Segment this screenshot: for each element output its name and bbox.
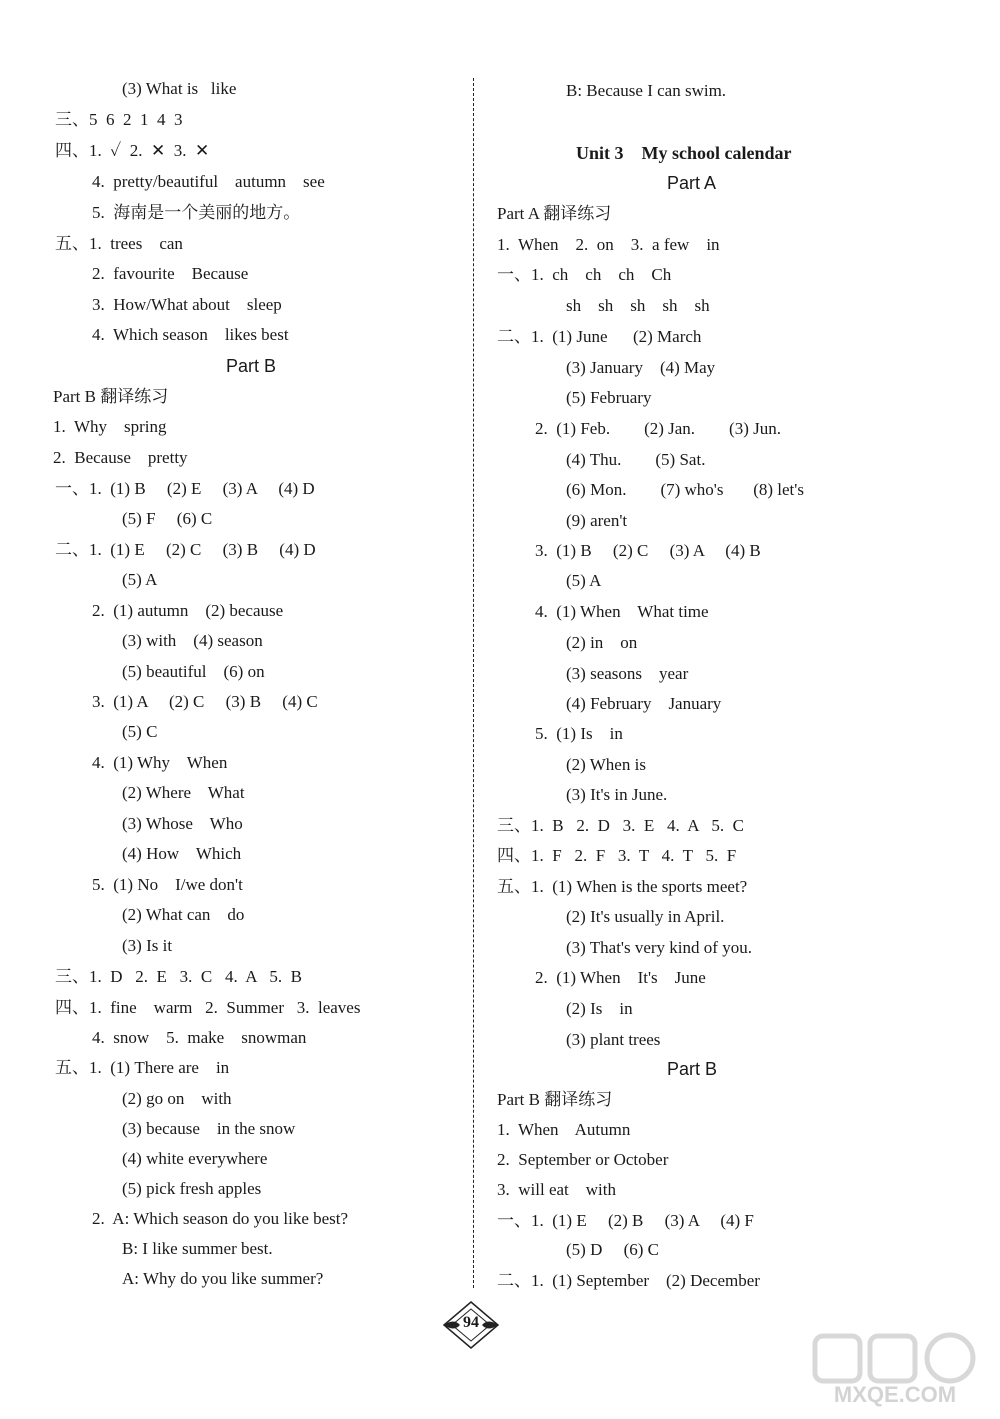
answer-line: (2) What can do <box>122 905 245 924</box>
answer-line: (3) That's very kind of you. <box>566 938 752 957</box>
answer-line: 1. When 2. on 3. a few in <box>497 235 720 254</box>
answer-line: 1. Why spring <box>53 417 167 436</box>
answer-line: 4. (1) Why When <box>92 753 228 772</box>
answer-line: (5) A <box>122 570 158 589</box>
answer-line: (3) It's in June. <box>566 785 668 804</box>
answer-line: 一、1. ch ch ch Ch <box>497 265 672 284</box>
answer-line: (5) C <box>122 722 158 741</box>
answer-line: (5) A <box>566 571 602 590</box>
unit-title: Unit 3 My school calendar <box>576 143 792 163</box>
left-part-b-heading: Part B <box>226 356 277 376</box>
answer-line: 4. snow 5. make snowman <box>92 1028 307 1047</box>
answer-line: (3) Whose Who <box>122 814 243 833</box>
answer-line: 五、1. trees can <box>55 234 183 253</box>
answer-line: 三、1. D 2. E 3. C 4. A 5. B <box>55 967 302 986</box>
watermark-text: MXQE.COM <box>833 1382 957 1407</box>
answer-line: 3. (1) B (2) C (3) A (4) B <box>535 541 761 560</box>
answer-line: 二、1. (1) June (2) March <box>497 327 702 346</box>
answer-line: (2) It's usually in April. <box>566 907 725 926</box>
answer-line: 2. September or October <box>497 1150 669 1169</box>
answer-line: B: Because I can swim. <box>566 81 727 100</box>
answer-line: (2) Where What <box>122 783 245 802</box>
answer-line: 二、1. (1) September (2) December <box>497 1271 760 1290</box>
answer-line: (3) What is like <box>122 79 237 98</box>
answer-line: (5) beautiful (6) on <box>122 662 265 681</box>
right-part-b-heading: Part B <box>667 1059 718 1079</box>
answer-line: Part B 翻译练习 <box>497 1090 613 1109</box>
answer-line: 四、1. F 2. F 3. T 4. T 5. F <box>497 846 737 865</box>
answer-line: 1. When Autumn <box>497 1120 631 1139</box>
answer-line: 2. (1) autumn (2) because <box>92 601 284 620</box>
answer-line: (4) How Which <box>122 844 242 863</box>
answer-line: (2) in on <box>566 633 638 652</box>
answer-line: (2) go on with <box>122 1089 232 1108</box>
answer-line: 4. Which season likes best <box>92 325 289 344</box>
right-part-a-heading: Part A <box>667 173 717 193</box>
answer-line: 4. pretty/beautiful autumn see <box>92 172 325 191</box>
answer-line: (3) Is it <box>122 936 173 955</box>
answer-line: 五、1. (1) There are in <box>55 1058 230 1077</box>
answer-line: 二、1. (1) E (2) C (3) B (4) D <box>55 540 316 559</box>
watermark-logo <box>795 1330 995 1415</box>
answer-line: 4. (1) When What time <box>535 602 709 621</box>
answer-line: (5) February <box>566 388 652 407</box>
answer-line: 一、1. (1) E (2) B (3) A (4) F <box>497 1211 754 1230</box>
answer-line: (3) because in the snow <box>122 1119 296 1138</box>
answer-line: (3) January (4) May <box>566 358 716 377</box>
answer-line: 三、1. B 2. D 3. E 4. A 5. C <box>497 816 744 835</box>
answer-line: 3. How/What about sleep <box>92 295 282 314</box>
answer-line: 2. A: Which season do you like best? <box>92 1209 349 1228</box>
answer-line: sh sh sh sh sh <box>566 296 710 315</box>
answer-line: 5. 海南是一个美丽的地方。 <box>92 203 301 222</box>
answer-line: 5. (1) No I/we don't <box>92 875 243 894</box>
answer-line: (6) Mon. (7) who's (8) let's <box>566 480 804 499</box>
answer-line: (3) seasons year <box>566 664 689 683</box>
answer-line: 3. will eat with <box>497 1180 616 1199</box>
answer-line: (4) Thu. (5) Sat. <box>566 450 706 469</box>
answer-line: Part B 翻译练习 <box>53 387 169 406</box>
page-number: 94 <box>463 1314 479 1331</box>
answer-line: (9) aren't <box>566 511 628 530</box>
answer-line: (2) When is <box>566 755 646 774</box>
answer-line: (4) white everywhere <box>122 1149 268 1168</box>
answer-line: (3) plant trees <box>566 1030 661 1049</box>
answer-line: 2. Because pretty <box>53 448 188 467</box>
answer-line: 四、1. ✓ 2. ✕ 3. ✕ <box>55 141 210 160</box>
answer-line: 2. (1) Feb. (2) Jan. (3) Jun. <box>535 419 781 438</box>
page-number-badge <box>440 1300 502 1350</box>
answer-line: A: Why do you like summer? <box>122 1269 324 1288</box>
answer-line: 五、1. (1) When is the sports meet? <box>497 877 748 896</box>
column-divider <box>473 78 474 1288</box>
answer-line: 2. favourite Because <box>92 264 249 283</box>
watermark-stamp-icon <box>795 1330 995 1390</box>
answer-line: (2) Is in <box>566 999 633 1018</box>
answer-line: 2. (1) When It's June <box>535 968 706 987</box>
answer-line: (5) pick fresh apples <box>122 1179 262 1198</box>
answer-line: 三、5 6 2 1 4 3 <box>55 110 183 129</box>
answer-line: 四、1. fine warm 2. Summer 3. leaves <box>55 998 361 1017</box>
answer-line: 一、1. (1) B (2) E (3) A (4) D <box>55 479 315 498</box>
answer-line: (5) D (6) C <box>566 1240 660 1259</box>
answer-line: (5) F (6) C <box>122 509 213 528</box>
answer-line: 5. (1) Is in <box>535 724 623 743</box>
answer-line: Part A 翻译练习 <box>497 204 612 223</box>
answer-line: 3. (1) A (2) C (3) B (4) C <box>92 692 318 711</box>
answer-line: (3) with (4) season <box>122 631 263 650</box>
answer-line: (4) February January <box>566 694 722 713</box>
answer-line: B: I like summer best. <box>122 1239 273 1258</box>
